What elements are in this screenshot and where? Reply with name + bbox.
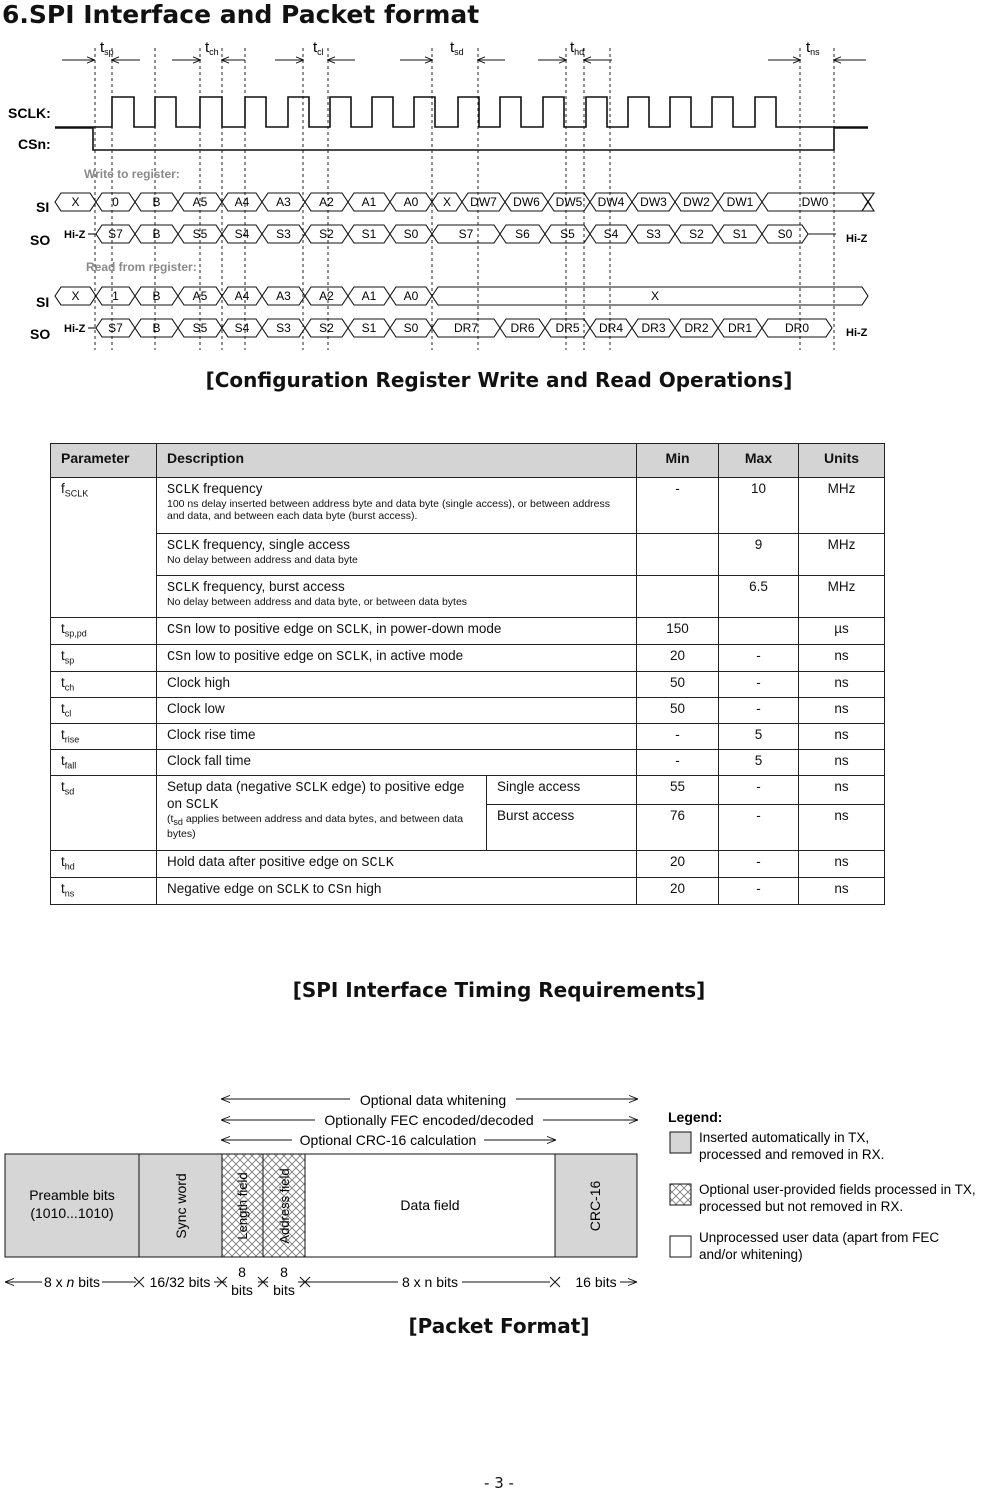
write-si-segment-label: DW5 <box>555 195 583 209</box>
time-label: $t_{cl}$ <box>313 39 324 57</box>
legend-3a: Unprocessed user data (apart from FEC <box>699 1230 940 1245</box>
read-so-segment-label: S1 <box>361 321 377 335</box>
row-description: Clock rise time <box>157 724 637 750</box>
row-min: 150 <box>637 618 719 645</box>
size-data: 8 x n bits <box>401 1274 459 1290</box>
legend-2a: Optional user-provided fields processed in TX, <box>699 1182 976 1197</box>
data-field-label: Data field <box>400 1197 460 1213</box>
read-si-segment-label: A5 <box>192 289 208 303</box>
row-min <box>637 576 719 618</box>
row-param: $t_{sd}$ <box>51 776 157 851</box>
row-description: Clock high <box>157 672 637 698</box>
timing-parameter-labels <box>100 39 820 57</box>
legend-1b: processed and removed in RX. <box>699 1147 885 1162</box>
row-min: 20 <box>637 645 719 672</box>
signal-sclk-label: SCLK: <box>8 105 51 121</box>
write-so-segment-label: S4 <box>234 227 250 241</box>
row-param: $t_{sp,pd}$ <box>51 618 157 645</box>
write-so-segment-label: S0 <box>403 227 419 241</box>
table-row <box>51 618 885 645</box>
row-param: $t_{sp}$ <box>51 645 157 672</box>
packet-format-caption: [Packet Format] <box>408 1314 590 1338</box>
row-units: µs <box>799 618 885 645</box>
write-so-segment-label: S2 <box>689 227 704 241</box>
row-max: 9 <box>719 534 799 576</box>
row-min: 55 <box>637 776 719 805</box>
write-si-segment-label: A5 <box>192 195 208 209</box>
read-si-segment-label: A0 <box>403 289 419 303</box>
write-si-segment-label: DW3 <box>640 195 667 209</box>
row-max: - <box>719 672 799 698</box>
span-fec-label: Optionally FEC encoded/decoded <box>324 1112 534 1128</box>
table-row <box>51 851 885 878</box>
row-param: $t_{ch}$ <box>51 672 157 698</box>
table-row <box>51 724 885 750</box>
write-so-segment-label: S5 <box>192 227 208 241</box>
read-si-label: SI <box>36 294 50 310</box>
size-address-1: 8 <box>280 1264 288 1280</box>
legend-swatch-grey <box>670 1132 691 1153</box>
write-so-segment-label: S7 <box>458 227 474 241</box>
row-max: - <box>719 878 799 905</box>
write-si-segment-label: X <box>442 195 452 209</box>
table-header-row <box>51 444 885 478</box>
row-param: $t_{rise}$ <box>51 724 157 750</box>
write-si-label: SI <box>36 199 50 215</box>
row-max: - <box>719 776 799 805</box>
read-so-segment-label: DR3 <box>641 321 666 335</box>
read-so-hiz-start: Hi-Z <box>64 323 86 335</box>
row-max <box>719 618 799 645</box>
row-units: MHz <box>799 534 885 576</box>
row-param: $t_{cl}$ <box>51 698 157 724</box>
length-label: Length field <box>235 1172 250 1240</box>
row-max: - <box>719 851 799 878</box>
write-si-segment-label: DW7 <box>470 195 497 209</box>
row-min: - <box>637 750 719 776</box>
write-so-segment-label: S5 <box>560 227 575 241</box>
write-so-hiz-end: Hi-Z <box>846 233 868 245</box>
row-description: Hold data after positive edge on SCLK <box>157 851 637 878</box>
row-max: - <box>719 698 799 724</box>
row-units: MHz <box>799 478 885 534</box>
csn-waveform <box>55 128 868 150</box>
row-max: 10 <box>719 478 799 534</box>
table-row <box>51 672 885 698</box>
read-so-segment-label: DR5 <box>555 321 580 335</box>
read-so-segment-label: S0 <box>403 321 419 335</box>
config-diagram-caption: [Configuration Register Write and Read Operations] <box>205 368 793 392</box>
row-param: $t_{fall}$ <box>51 750 157 776</box>
read-si-x-label: X <box>650 289 660 303</box>
row-units: ns <box>799 776 885 805</box>
row-units: ns <box>799 724 885 750</box>
read-so-segment-label: B <box>152 321 161 335</box>
row-min: 50 <box>637 698 719 724</box>
legend-2b: processed but not removed in RX. <box>699 1199 904 1214</box>
row-description: SCLK frequency, single access No delay between address and data byte <box>157 534 637 576</box>
header-description: Description <box>157 444 637 478</box>
time-label: $t_{ch}$ <box>205 39 219 57</box>
row-param: $t_{hd}$ <box>51 851 157 878</box>
read-so-segment-label: S7 <box>108 321 123 335</box>
row-min: 20 <box>637 878 719 905</box>
read-so-label: SO <box>30 326 51 342</box>
table-row <box>51 698 885 724</box>
write-so-segment-label: S2 <box>319 227 334 241</box>
size-address-2: bits <box>273 1282 295 1298</box>
row-description: CSn low to positive edge on SCLK, in active mode <box>157 645 637 672</box>
sclk-waveform <box>55 97 868 127</box>
header-min: Min <box>637 444 719 478</box>
row-min: - <box>637 478 719 534</box>
row-units: ns <box>799 878 885 905</box>
legend-title: Legend: <box>668 1109 723 1125</box>
write-si-segment-label: A0 <box>403 195 419 209</box>
row-min: 20 <box>637 851 719 878</box>
write-to-register-label: Write to register: <box>84 167 180 181</box>
size-length-1: 8 <box>238 1264 246 1280</box>
header-max: Max <box>719 444 799 478</box>
table-row <box>51 478 885 534</box>
write-si-segment-label: DW4 <box>597 195 625 209</box>
table-row <box>51 645 885 672</box>
write-si-segment-label: DW6 <box>513 195 540 209</box>
read-si-segment-label: A3 <box>276 289 291 303</box>
row-description: Negative edge on SCLK to CSn high <box>157 878 637 905</box>
write-so-segment-label: S3 <box>276 227 291 241</box>
read-si-segment-label: A1 <box>361 289 377 303</box>
write-so-segment-label: S1 <box>732 227 748 241</box>
row-units: ns <box>799 851 885 878</box>
write-si-segment-label: DW2 <box>683 195 710 209</box>
write-si-segment-label: DW1 <box>726 195 754 209</box>
row-max: - <box>719 805 799 851</box>
crc-label: CRC-16 <box>587 1180 603 1232</box>
row-min: 76 <box>637 805 719 851</box>
read-so-segment-label: DR2 <box>684 321 709 335</box>
read-so-segment-label: S5 <box>192 321 208 335</box>
row-description: Setup data (negative SCLK edge) to positive edge on SCLK ($t_{sd}$ applies between address and data bytes, and between data bytes) <box>157 776 487 851</box>
size-sync: 16/32 bits <box>149 1274 211 1290</box>
read-so-segment-label: S2 <box>319 321 334 335</box>
read-so-segment-label: DR6 <box>510 321 535 335</box>
row-max: - <box>719 645 799 672</box>
span-crc-label: Optional CRC-16 calculation <box>299 1132 477 1148</box>
read-so-segment-label: DR7 <box>453 321 479 335</box>
signal-csn-label: CSn: <box>18 136 51 152</box>
read-si-segment-label: X <box>71 289 80 303</box>
read-so-segment-label: S4 <box>234 321 250 335</box>
write-si-segment-label: A1 <box>361 195 377 209</box>
row-min <box>637 534 719 576</box>
table-row <box>51 576 885 618</box>
header-units: Units <box>799 444 885 478</box>
row-max: 5 <box>719 750 799 776</box>
write-si-segment-label: A4 <box>234 195 250 209</box>
write-so-segment-label: S7 <box>108 227 123 241</box>
read-so-segment-label: DR4 <box>598 321 624 335</box>
sync-label: Sync word <box>173 1173 189 1239</box>
header-parameter: Parameter <box>51 444 157 478</box>
read-si-segment-label: A2 <box>319 289 334 303</box>
read-so-segment-label: S3 <box>276 321 291 335</box>
table-row <box>51 878 885 905</box>
row-units: ns <box>799 645 885 672</box>
size-crc: 16 bits <box>575 1274 617 1290</box>
read-from-register-label: Read from register: <box>86 260 197 274</box>
write-si-segment-label: B <box>152 195 161 209</box>
row-subcase: Single access <box>487 776 637 805</box>
row-min: 50 <box>637 672 719 698</box>
legend-swatch-white <box>670 1236 691 1257</box>
packet-format-diagram <box>0 1080 998 1305</box>
row-units: MHz <box>799 576 885 618</box>
write-so-segment-label: S3 <box>646 227 661 241</box>
write-si-segment-label: A3 <box>276 195 291 209</box>
section-title: 6.SPI Interface and Packet format <box>2 0 480 29</box>
read-so-segment-label: DR0 <box>784 321 810 335</box>
read-so-segment-label: DR1 <box>727 321 753 335</box>
row-description: Clock low <box>157 698 637 724</box>
write-si-segment-label: 0 <box>112 195 119 209</box>
row-units: ns <box>799 698 885 724</box>
legend-swatch-hatched <box>670 1184 691 1205</box>
write-so-segment-label: S0 <box>777 227 793 241</box>
table-row <box>51 750 885 776</box>
write-so-label: SO <box>30 232 51 248</box>
time-label: $t_{ns}$ <box>806 39 820 57</box>
timing-table-caption: [SPI Interface Timing Requirements] <box>292 978 706 1002</box>
row-max: 5 <box>719 724 799 750</box>
row-units: ns <box>799 672 885 698</box>
write-so-segment-label: S4 <box>603 227 619 241</box>
time-label: $t_{sp}$ <box>100 39 114 57</box>
write-so-segment-label: B <box>152 227 161 241</box>
table-row <box>51 776 885 805</box>
span-whitening-label: Optional data whitening <box>359 1092 507 1108</box>
row-description: SCLK frequency, burst access No delay between address and data byte, or between data bytes <box>157 576 637 618</box>
write-so-segment-label: S1 <box>361 227 377 241</box>
row-param: $t_{ns}$ <box>51 878 157 905</box>
write-so-segment-label: S6 <box>515 227 530 241</box>
time-label: $t_{hd}$ <box>570 39 585 57</box>
timing-diagram <box>0 30 998 360</box>
write-so-hiz-start: Hi-Z <box>64 229 86 241</box>
read-si-segment-label: A4 <box>234 289 250 303</box>
size-preamble: 8 x n bits <box>43 1274 101 1290</box>
row-min: - <box>637 724 719 750</box>
row-description: SCLK frequency 100 ns delay inserted between address byte and data byte (single access), or between address and data, and between each data byte (burst access). <box>157 478 637 534</box>
legend-3b: and/or whitening) <box>699 1247 803 1262</box>
table-row <box>51 534 885 576</box>
timing-requirements-table <box>50 443 885 905</box>
read-so-hiz-end: Hi-Z <box>846 327 868 339</box>
legend-1a: Inserted automatically in TX, <box>699 1130 870 1145</box>
row-subcase: Burst access <box>487 805 637 851</box>
write-si-segment-label: DW0 <box>801 195 829 209</box>
write-si-segment-label: X <box>863 195 873 209</box>
preamble-label-1: Preamble bits <box>29 1187 115 1203</box>
param-fsclk: $f_{SCLK}$ <box>51 478 157 618</box>
row-max: 6.5 <box>719 576 799 618</box>
row-description: Clock fall time <box>157 750 637 776</box>
size-length-2: bits <box>231 1282 253 1298</box>
address-label: Address field <box>277 1168 292 1244</box>
read-si-segment-label: 1 <box>112 289 119 303</box>
write-si-segment-label: A2 <box>319 195 334 209</box>
preamble-label-2: (1010...1010) <box>30 1205 114 1221</box>
time-label: $t_{sd}$ <box>450 39 464 57</box>
row-description: CSn low to positive edge on SCLK, in power-down mode <box>157 618 637 645</box>
row-units: ns <box>799 750 885 776</box>
write-si-segment-label: X <box>71 195 80 209</box>
page-number: - 3 - <box>484 1474 514 1492</box>
read-si-segment-label: B <box>152 289 161 303</box>
row-units: ns <box>799 805 885 851</box>
